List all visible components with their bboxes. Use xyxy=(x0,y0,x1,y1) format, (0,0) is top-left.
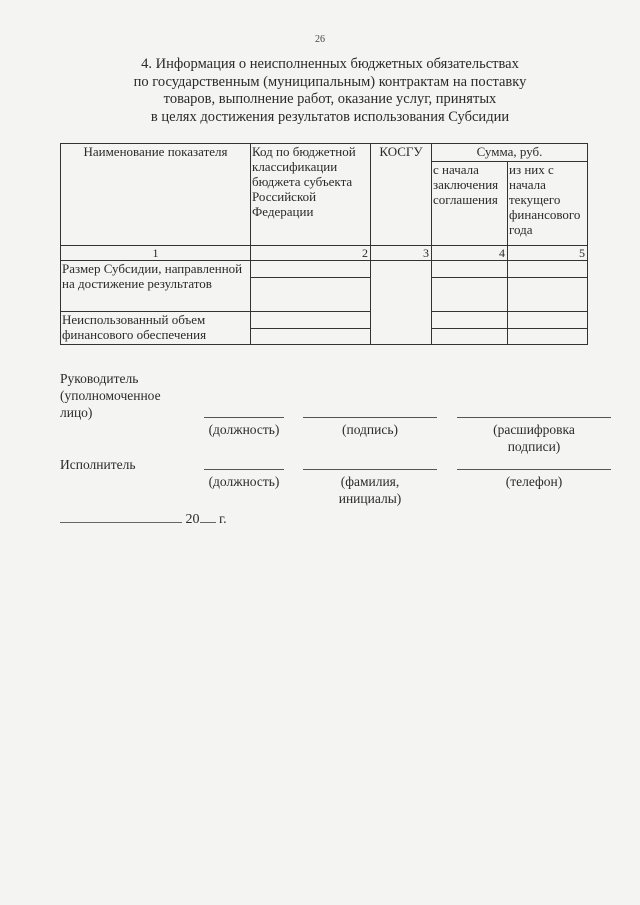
header-kosgu: КОСГУ xyxy=(371,144,432,246)
date-blank xyxy=(60,509,182,523)
signature-decoding-line xyxy=(457,417,611,418)
row-label-subsidy-size: Размер Субсидии, направленной на достижение результатов xyxy=(61,261,251,312)
table-cell xyxy=(251,312,371,329)
table-cell xyxy=(508,328,588,345)
header-budget-code: Код по бюджетной классификации бюджета субъекта Российской Федерации xyxy=(251,144,371,246)
position-line xyxy=(204,417,284,418)
column-number: 1 xyxy=(61,246,251,261)
page-number: 26 xyxy=(315,34,325,45)
table-cell xyxy=(251,278,371,312)
table-cell xyxy=(432,312,508,329)
title-line: в целях достижения результатов использования Субсидии xyxy=(150,108,510,125)
caption-phone: (телефон) xyxy=(505,474,563,489)
column-number: 3 xyxy=(371,246,432,261)
executor-label: Исполнитель xyxy=(60,457,136,472)
title-line: 4. Информация о неисполненных бюджетных обязательствах xyxy=(141,56,519,72)
phone-line xyxy=(457,469,611,470)
header-sum-current-year: из них с начала текущего финансового года xyxy=(508,162,588,246)
name-line xyxy=(303,469,437,470)
header-indicator-name: Наименование показателя xyxy=(61,144,251,246)
year-suffix: г. xyxy=(219,512,227,527)
column-number: 4 xyxy=(432,246,508,261)
section-title xyxy=(80,56,580,126)
column-number: 2 xyxy=(251,246,371,261)
obligations-table xyxy=(60,143,588,345)
caption-position: (должность) xyxy=(208,474,280,489)
signature-line xyxy=(303,417,437,418)
table-cell xyxy=(508,312,588,329)
year-prefix: 20 xyxy=(185,512,200,527)
title-line: по государственным (муниципальным) контрактам на поставку xyxy=(133,73,527,90)
row-label-unused-volume: Неиспользованный объем финансового обеспечения xyxy=(61,312,251,345)
caption-signature-decoding: (расшифровка подписи) xyxy=(493,422,575,454)
table-cell xyxy=(432,278,508,312)
caption-position: (должность) xyxy=(208,422,280,437)
table-cell xyxy=(508,278,588,312)
table-cell xyxy=(432,261,508,278)
table-cell xyxy=(508,261,588,278)
table-cell xyxy=(251,261,371,278)
caption-signature: (подпись) xyxy=(341,422,399,437)
header-sum: Сумма, руб. xyxy=(432,144,588,162)
date-line xyxy=(60,509,227,528)
header-sum-from-start: с начала заключения соглашения xyxy=(432,162,508,246)
caption-name: (фамилия, инициалы) xyxy=(338,474,402,506)
title-line: товаров, выполнение работ, оказание услуг, принятых xyxy=(163,91,497,107)
table-cell xyxy=(432,328,508,345)
table-cell xyxy=(371,261,432,345)
table-cell xyxy=(251,328,371,345)
year-blank xyxy=(200,509,216,523)
column-number: 5 xyxy=(508,246,588,261)
position-line xyxy=(204,469,284,470)
head-label: Руководитель (уполномоченное лицо) xyxy=(60,371,161,420)
